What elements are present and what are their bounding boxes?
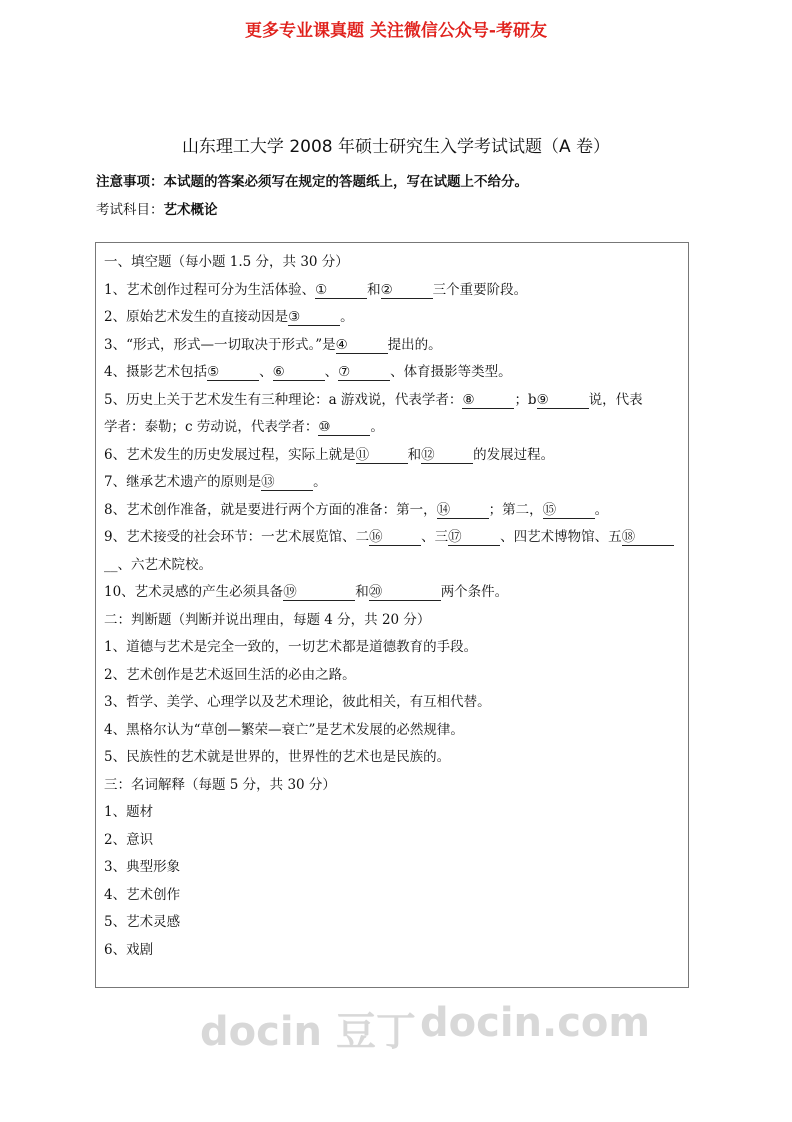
question-text: __、六艺术院校。: [104, 556, 212, 573]
question-text: 、体育摄影等类型。: [390, 364, 512, 380]
question-line: [104, 802, 680, 830]
question-line: [104, 692, 680, 720]
answer-blank: ⑲: [283, 584, 355, 601]
question-text: 一、填空题（每小题 1.5 分，共 30 分）: [104, 254, 349, 270]
question-text: 和: [355, 584, 369, 600]
answer-blank: ③: [288, 309, 340, 326]
question-text: 提出的。: [387, 336, 442, 353]
question-text: 8、艺术创作准备，就是要进行两个方面的准备：第一，: [104, 501, 437, 518]
question-text: 。: [313, 474, 327, 490]
answer-blank: ⑳: [369, 584, 441, 601]
answer-blank: ⑧: [462, 392, 514, 409]
answer-blank: ②: [381, 282, 433, 299]
question-text: 5、民族性的艺术就是世界的，世界性的艺术也是民族的。: [104, 749, 451, 765]
question-text: 两个条件。: [440, 584, 509, 600]
question-line: [104, 252, 680, 280]
question-line: [104, 417, 680, 445]
answer-blank: ⑩: [318, 419, 370, 436]
question-text: 6、艺术发生的历史发展过程，实际上就是: [104, 446, 356, 463]
answer-blank: ⑭: [437, 502, 489, 519]
question-line: [104, 555, 680, 583]
question-text: 、三: [421, 529, 449, 545]
question-text: 和: [367, 281, 381, 298]
question-line: [104, 362, 680, 390]
question-text: ；b: [514, 391, 537, 408]
question-text: 1、艺术创作过程可分为生活体验、: [104, 281, 316, 298]
exam-subject: [96, 198, 218, 218]
question-text: 3、哲学、美学、心理学以及艺术理论，彼此相关，有互相代替。: [104, 694, 491, 710]
question-text: 二：判断题（判断并说出理由，每题 4 分，共 20 分）: [104, 611, 431, 628]
question-line: [104, 885, 680, 913]
answer-blank: ⑰: [448, 529, 500, 546]
question-line: [104, 445, 680, 473]
docin-watermark-logo: docin 豆丁: [200, 1009, 416, 1055]
question-text: ；第二，: [488, 501, 543, 518]
answer-blank: ⑯: [369, 529, 421, 546]
question-text: 1、题材: [104, 804, 154, 820]
answer-blank: ⑫: [421, 447, 473, 464]
question-line: [104, 610, 680, 638]
question-text: 、四艺术博物馆、五: [500, 529, 622, 545]
question-text: 3、典型形象: [104, 859, 181, 875]
question-text: 2、意识: [104, 831, 154, 848]
question-text: 和: [407, 446, 422, 463]
question-text: 5、艺术灵感: [104, 914, 181, 930]
question-line: [104, 720, 680, 748]
answer-blank: ⑨: [537, 392, 589, 409]
answer-blank: ⑥: [273, 364, 325, 381]
question-text: 三个重要阶段。: [432, 281, 528, 298]
question-text: 、: [324, 364, 339, 380]
question-line: [104, 857, 680, 885]
exam-notice: 注意事项：本试题的答案必须写在规定的答题纸上，写在试题上不给分。: [96, 174, 528, 190]
question-line: [104, 582, 680, 610]
question-text: 的发展过程。: [473, 446, 555, 463]
answer-blank: ⑪: [356, 447, 408, 464]
question-line: [104, 830, 680, 858]
question-text: 说，代表: [588, 391, 643, 408]
question-line: [104, 747, 680, 775]
question-box: [95, 242, 689, 988]
question-line: [104, 500, 680, 528]
question-text: 10、艺术灵感的产生必须具备: [104, 584, 284, 600]
question-line: [104, 940, 680, 968]
answer-blank: ⑦: [338, 364, 390, 381]
question-text: 7、继承艺术遗产的原则是: [104, 474, 262, 490]
question-text: 6、戏剧: [104, 941, 154, 958]
exam-title: 山东理工大学 2008 年硕士研究生入学考试试题（A 卷）: [181, 137, 611, 157]
answer-blank: ⑱: [622, 529, 674, 546]
question-text: 1、道德与艺术是完全一致的，一切艺术都是道德教育的手段。: [104, 639, 478, 655]
question-line: [104, 307, 680, 335]
question-text: 2、艺术创作是艺术返回生活的必由之路。: [104, 666, 356, 683]
question-line: [104, 775, 680, 803]
answer-blank: ④: [336, 337, 388, 354]
question-text: 学者：泰勒；c 劳动说，代表学者：: [104, 419, 319, 435]
answer-blank: ⑬: [261, 474, 313, 491]
question-line: [104, 665, 680, 693]
question-line: [104, 527, 680, 555]
question-text: 4、黑格尔认为“草创—繁荣—衰亡”是艺术发展的必然规律。: [104, 721, 464, 738]
question-line: [104, 335, 680, 363]
question-text: 三：名词解释（每题 5 分，共 30 分）: [104, 776, 336, 793]
question-text: 3、“形式，形式—一切取决于形式。”是: [104, 336, 336, 353]
question-text: 。: [340, 309, 354, 325]
question-text: 4、艺术创作: [104, 886, 181, 903]
question-text: 、: [259, 364, 273, 380]
docin-watermark-site: docin.com: [420, 1000, 651, 1046]
subject-label: 考试科目：: [96, 202, 164, 218]
question-text: 2、原始艺术发生的直接动因是: [104, 309, 289, 325]
question-line: [104, 280, 680, 308]
answer-blank: ⑤: [207, 364, 259, 381]
question-text: 9、艺术接受的社会环节：一艺术展览馆、二: [104, 529, 370, 545]
subject-value: 艺术概论: [163, 202, 218, 218]
question-line: [104, 472, 680, 500]
promo-banner: 更多专业课真题 关注微信公众号-考研友: [245, 21, 547, 41]
answer-blank: ⑮: [543, 502, 595, 519]
question-text: 。: [594, 501, 609, 518]
question-text: 。: [370, 419, 384, 435]
question-line: [104, 912, 680, 940]
answer-blank: ①: [315, 282, 367, 299]
question-text: 5、历史上关于艺术发生有三种理论：a 游戏说，代表学者：: [104, 391, 463, 408]
question-line: [104, 390, 680, 418]
question-line: [104, 637, 680, 665]
question-text: 4、摄影艺术包括: [104, 364, 208, 380]
